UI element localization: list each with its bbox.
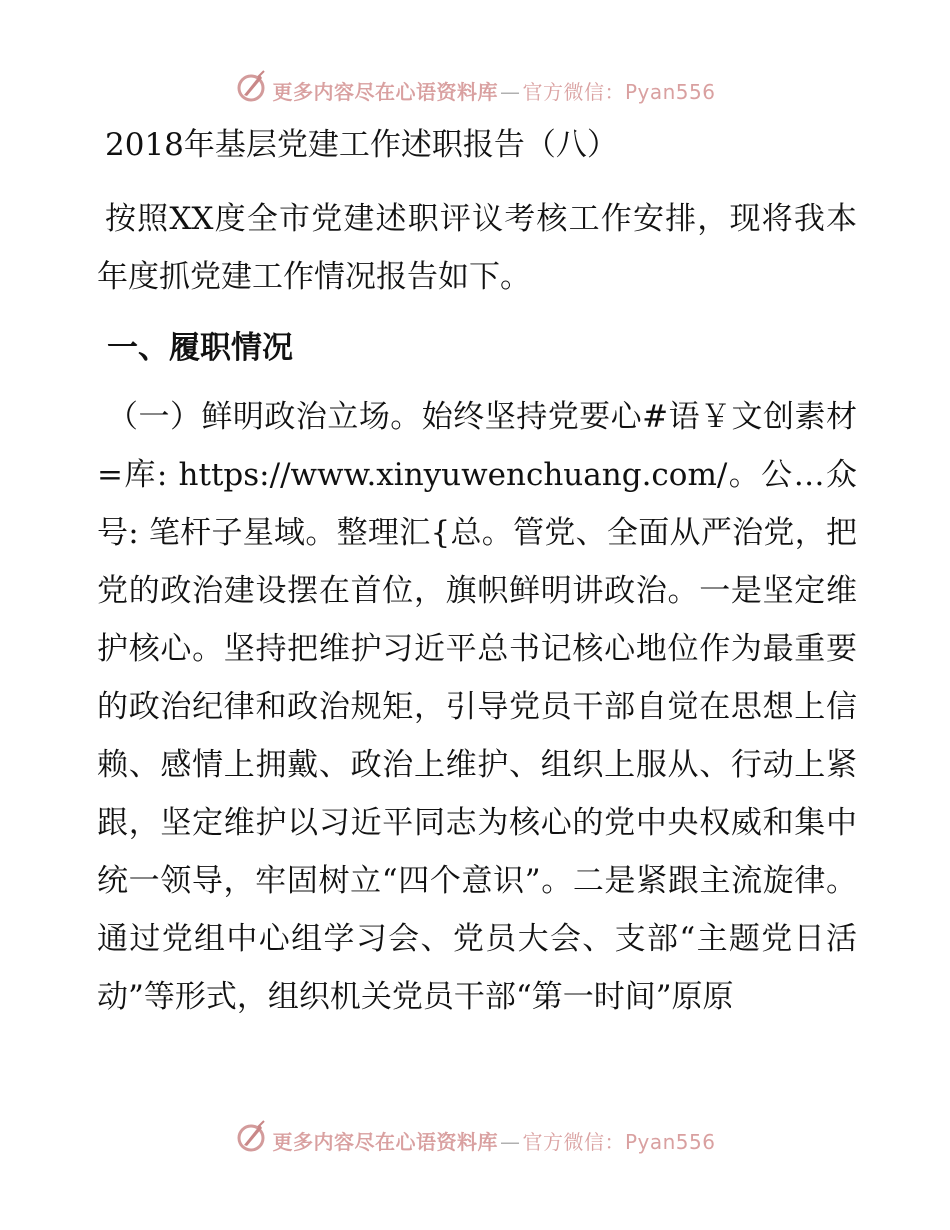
quill-logo-icon: [234, 1119, 268, 1153]
watermark-banner-top: [0, 70, 950, 110]
document-title: 2018年基层党建工作述职报告（八）: [105, 127, 618, 163]
body-paragraph: （一）鲜明政治立场。始终坚持党要心#语￥文创素材=库: https://www.xinyuwenchuang.com/。公…众号: 笔杆子星域。整理汇{总。管党、全面从严治党，把党的政治建设摆在首位，旗帜鲜明讲政治。一是坚定维护核心。坚持把维护习近平总书记核心地位作为最重要的政治纪律和政治规矩，引导党员干部自觉在思想上信赖、感情上拥戴、政治上维护、组织上服从、行动上紧跟，坚定维护以习近平同志为核心的党中央权威和集中统一领导，牢固树立“四个意识”。二是紧跟主流旋律。通过党组中心组学习会、党员大会、支部“主题党日活动”等形式，组织机关党员干部“第一时间”原原: [97, 399, 857, 1015]
intro-paragraph: 按照XX度全市党建述职评议考核工作安排，现将我本年度抓党建工作情况报告如下。: [97, 201, 857, 295]
watermark-text: 更多内容尽在心语资料库: [272, 79, 498, 104]
watermark-contact: 官方微信：Pyan556: [522, 1129, 716, 1154]
section-heading: 一、履职情况: [107, 330, 293, 366]
watermark-banner-bottom: [0, 1120, 950, 1160]
watermark-dash: —: [499, 1129, 521, 1154]
watermark-dash: —: [499, 79, 521, 104]
document-body: [97, 120, 857, 1026]
watermark-contact: 官方微信：Pyan556: [522, 79, 716, 104]
quill-logo-icon: [234, 69, 268, 103]
watermark-text: 更多内容尽在心语资料库: [272, 1129, 498, 1154]
